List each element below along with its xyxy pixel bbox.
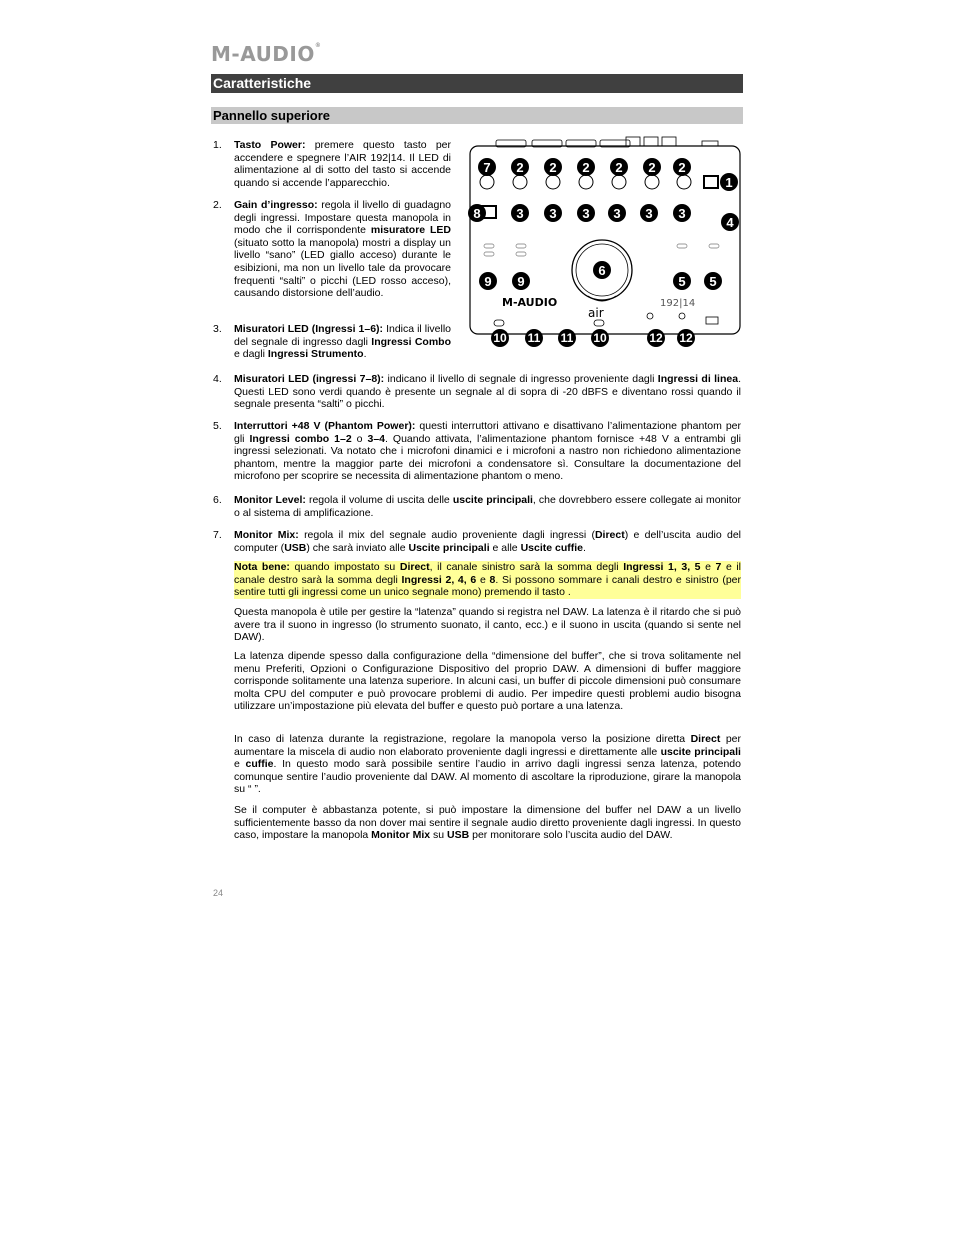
svg-text:10: 10: [493, 331, 507, 345]
svg-text:12: 12: [649, 331, 663, 345]
svg-text:3: 3: [613, 206, 621, 221]
item-number: 5.: [213, 420, 222, 432]
svg-text:2: 2: [615, 160, 623, 175]
svg-text:1: 1: [725, 175, 733, 190]
item-number: 3.: [213, 323, 222, 335]
note-box: Nota bene: quando impostato su Direct, il canale sinistro sarà la somma degli Ingressi 1, 3, 5 e 7 e il canale destro sarà la somma degli Ingressi 2, 4, 6 e 8. Si possono sommare i canali destro e sinistro (per sentire tutti gli ingressi come un unico segnale mono) premendo il tasto .: [234, 561, 742, 599]
svg-text:2: 2: [549, 160, 557, 175]
svg-text:12: 12: [679, 331, 693, 345]
svg-text:2: 2: [678, 160, 686, 175]
svg-text:11: 11: [527, 331, 541, 345]
svg-text:5: 5: [678, 274, 686, 289]
item-power: Tasto Power: premere questo tasto per accendere e spegnere l’AIR 192|14. Il LED di alimentazione al di sotto del tasto si accende quando si accende l’apparecchio.: [234, 139, 451, 189]
item-number: 1.: [213, 139, 222, 151]
svg-text:9: 9: [484, 274, 492, 289]
item-number: 4.: [213, 373, 222, 385]
svg-text:3: 3: [582, 206, 590, 221]
item-led-7-8: Misuratori LED (ingressi 7–8): indicano il livello di segnale di ingresso proveniente dagli Ingressi di linea. Questi LED sono verdi quando è presente un segnale al di sopra di -20 dBFS e diventano rossi quando il segnale presenta “salti” o picchi.: [234, 373, 741, 411]
device-top-panel-figure: [462, 134, 748, 352]
svg-text:2: 2: [516, 160, 524, 175]
svg-text:2: 2: [582, 160, 590, 175]
item-gain: Gain d’ingresso: regola il livello di guadagno degli ingressi. Impostare questa manopola in modo che il corrispondente misuratore LED (situato sotto la manopola) mostri a display un livello “sano” (LED giallo acceso) durante le esibizioni, ma non un livello tale da provocare frequenti “salti” o picchi (LED rosso acceso), causando distorsione dell’audio.: [234, 199, 452, 300]
page-number: 24: [213, 888, 224, 898]
item-phantom-power: Interruttori +48 V (Phantom Power): questi interruttori attivano e disattivano l’alimentazione phantom per gli Ingressi combo 1–2 o 3–4. Quando attivata, l’alimentazione phantom fornisce +48 V a entrambi gli ingressi selezionati. Va notato che i microfoni dinamici e i microfoni a nastro non richiedono alimentazione phantom, mentre la maggior parte dei microfoni a condensatore sì. Consultare la documentazione del microfono per scoprire se necessita di alimentazione phantom o meno.: [234, 420, 741, 483]
svg-text:8: 8: [473, 206, 481, 221]
svg-text:2: 2: [648, 160, 656, 175]
svg-text:7: 7: [483, 160, 491, 175]
svg-text:5: 5: [709, 274, 717, 289]
item-monitor-mix: Monitor Mix: regola il mix del segnale audio proveniente dagli ingressi (Direct) e dell’uscita audio del computer (USB) che sarà inviato alle Uscite principali e alle Uscite cuffie.: [234, 529, 741, 554]
item-monitor-level: Monitor Level: regola il volume di uscita delle uscite principali, che dovrebbero essere collegate ai monitor o al sistema di amplificazione.: [234, 494, 741, 519]
svg-text:9: 9: [517, 274, 525, 289]
svg-text:4: 4: [726, 215, 734, 230]
subsection-title: Pannello superiore: [211, 107, 743, 124]
svg-text:3: 3: [516, 206, 524, 221]
brand-logo: M-AUDIO®: [211, 42, 322, 66]
item-number: 6.: [213, 494, 222, 506]
svg-text:3: 3: [678, 206, 686, 221]
svg-text:3: 3: [549, 206, 557, 221]
paragraph-direct: In caso di latenza durante la registrazione, regolare la manopola verso la posizione diretta Direct per aumentare la miscela di audio non elaborato proveniente dagli ingressi e direttamente alle uscite principali e cuffie. In questo modo sarà possibile sentire l’audio in arrivo dagli ingressi senza latenza, potendo comunque sentire l’audio proveniente dal DAW. Al momento di ascoltare la riproduzione, girare la manopola su “ ”.: [234, 733, 742, 796]
svg-text:10: 10: [593, 331, 607, 345]
svg-text:11: 11: [560, 331, 574, 345]
svg-text:6: 6: [598, 263, 606, 278]
figure-model: 192|14: [660, 298, 696, 309]
item-led-1-6: Misuratori LED (Ingressi 1–6): Indica il livello del segnale di ingresso dagli Ingressi Combo e dagli Ingressi Strumento.: [234, 323, 452, 361]
paragraph-latency: Questa manopola è utile per gestire la “latenza” quando si registra nel DAW. La latenza è il ritardo che si può avere tra il suono in ingresso (lo strumento suonato, il canto, ecc.) e il suono in uscita (quando si sente nel DAW).: [234, 606, 741, 644]
item-number: 2.: [213, 199, 222, 211]
figure-product: air: [588, 306, 604, 320]
figure-brand: M-AUDIO: [502, 296, 558, 309]
paragraph-usb: Se il computer è abbastanza potente, si può impostare la dimensione del buffer nel DAW a un livello sufficientemente basso da non dover mai sentire il segnale audio diretto proveniente dagli ingressi. In questo caso, impostare la manopola Monitor Mix su USB per monitorare solo l’uscita audio del DAW.: [234, 804, 741, 842]
item-number: 7.: [213, 529, 222, 541]
section-title: Caratteristiche: [211, 74, 743, 93]
paragraph-buffer: La latenza dipende spesso dalla configurazione della “dimensione del buffer”, che si trova solitamente nel menu Preferiti, Opzioni o Configurazione Dispositivo del proprio DAW. A dimensioni di buffer maggiore corrisponde solitamente una latenza superiore. In alcuni casi, un buffer di piccole dimensioni può consumare molta CPU del computer e può provocare problemi di audio. Per impedire questi problemi audio bisogna utilizzare un’impostazione più elevata del buffer e questo può portare a una latenza.: [234, 650, 741, 713]
svg-text:3: 3: [645, 206, 653, 221]
